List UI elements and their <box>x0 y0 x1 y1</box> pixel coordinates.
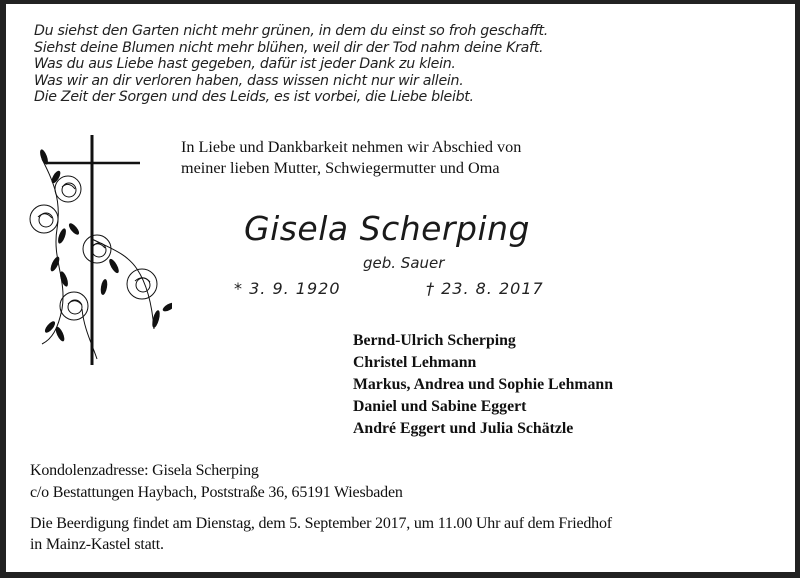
mourner: André Eggert und Julia Schätzle <box>353 420 574 437</box>
maiden-name: geb. Sauer <box>363 254 445 272</box>
funeral-line: Die Beerdigung findet am Dienstag, dem 5. September 2017, um 11.00 Uhr auf dem Friedhof <box>30 515 612 532</box>
intro-line: In Liebe und Dankbarkeit nehmen wir Abschied von <box>181 138 522 156</box>
obituary-notice <box>6 4 795 572</box>
poem-line: Siehst deine Blumen nicht mehr blühen, weil dir der Tod nahm deine Kraft. <box>34 39 544 56</box>
condolence-address <box>30 460 403 503</box>
mourner: Bernd-Ulrich Scherping <box>353 332 516 349</box>
poem-line: Du siehst den Garten nicht mehr grünen, in dem du einst so froh geschafft. <box>34 23 548 39</box>
poem-line: Was du aus Liebe hast gegeben, dafür ist jeder Dank zu klein. <box>34 56 456 73</box>
funeral-line: in Mainz-Kastel statt. <box>30 535 164 553</box>
birth-date: * 3. 9. 1920 <box>234 279 341 298</box>
mourner: Christel Lehmann <box>353 354 477 371</box>
mourner: Daniel und Sabine Eggert <box>353 398 527 415</box>
condolence-line: Kondolenzadresse: Gisela Scherping <box>30 462 259 479</box>
condolence-line: c/o Bestattungen Haybach, Poststraße 36, 65191 Wiesbaden <box>30 483 403 501</box>
funeral-info <box>30 514 612 555</box>
farewell-intro <box>181 137 521 179</box>
mourners-list <box>353 330 613 440</box>
death-date: † 23. 8. 2017 <box>426 279 544 298</box>
poem-line: Die Zeit der Sorgen und des Leids, es ist vorbei, die Liebe bleibt. <box>34 89 474 106</box>
mourner: Markus, Andrea und Sophie Lehmann <box>353 376 614 393</box>
intro-line: meiner lieben Mutter, Schwiegermutter und Oma <box>181 159 500 177</box>
cross-with-roses-icon <box>22 129 172 374</box>
deceased-name: Gisela Scherping <box>244 209 530 248</box>
poem-line: Was wir an dir verloren haben, dass wissen nicht nur wir allein. <box>34 72 464 89</box>
poem <box>34 23 548 106</box>
